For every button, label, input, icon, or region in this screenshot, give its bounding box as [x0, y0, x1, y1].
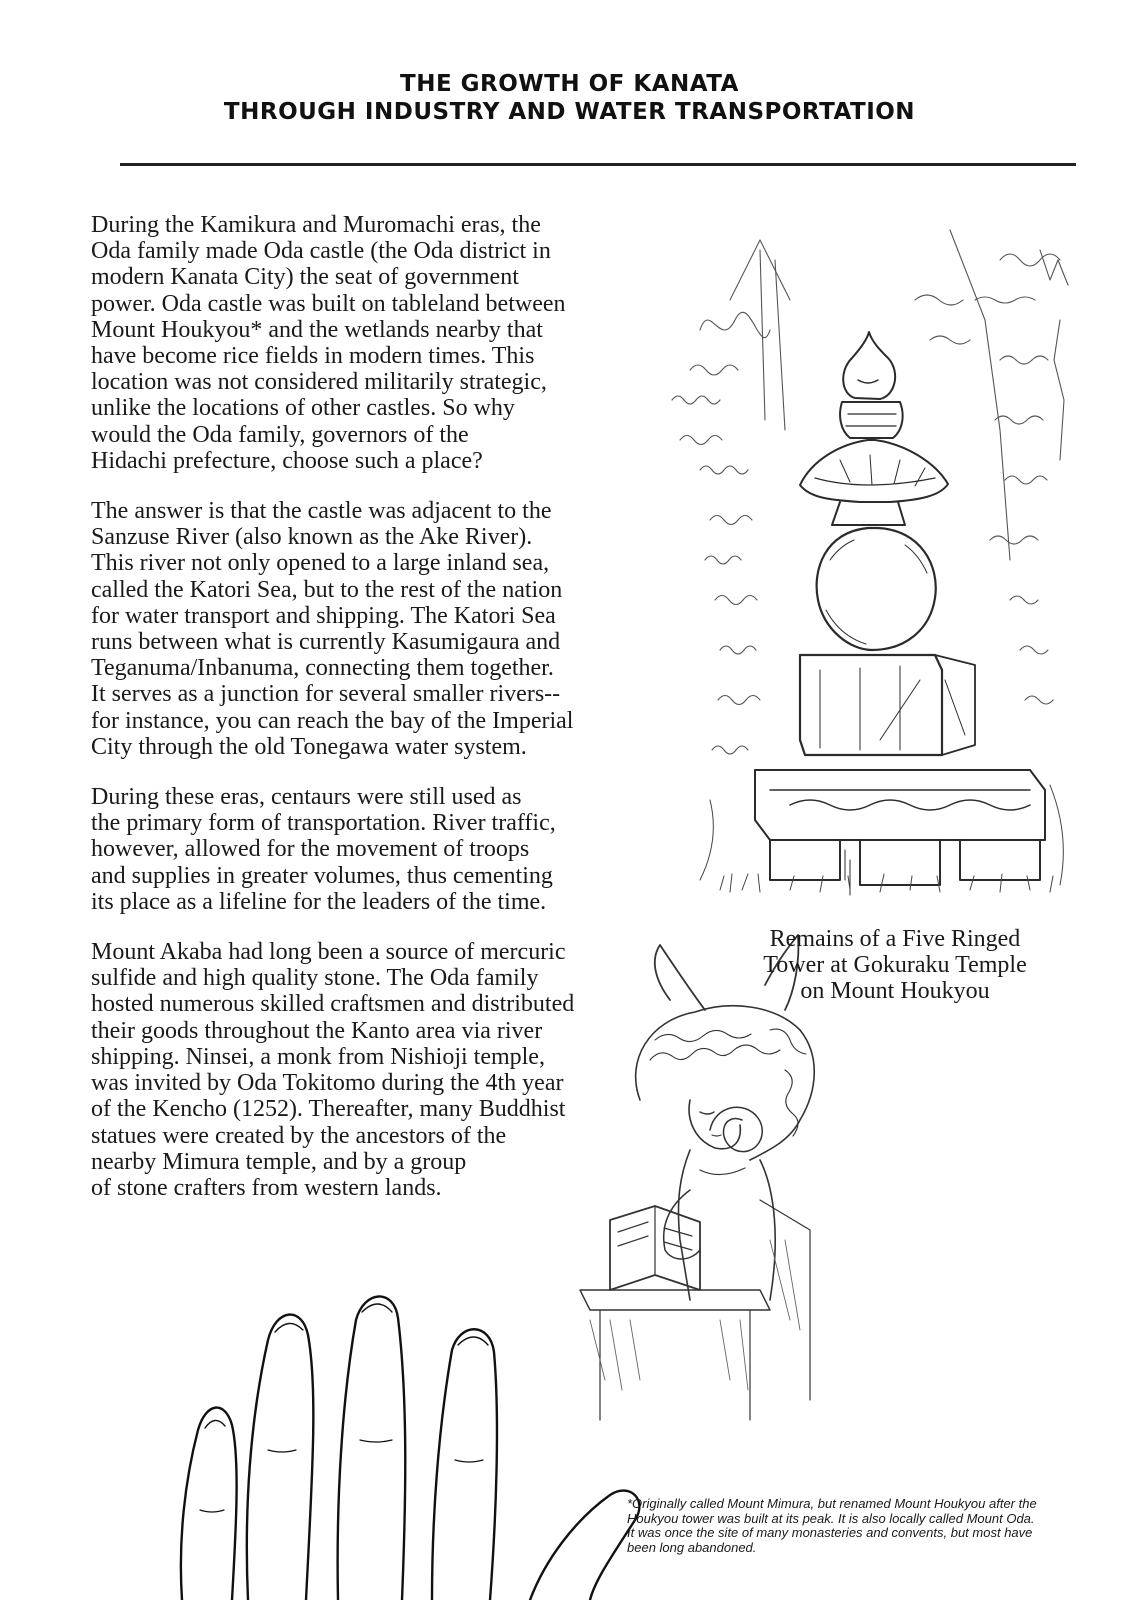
illustration-caption: Remains of a Five Ringed Tower at Gokuraku Temple on Mount Houkyou	[763, 926, 1027, 1004]
hand-outline-sketch	[181, 1296, 640, 1600]
paragraph-3: During these eras, centaurs were still used as the primary form of transportation. River traffic, however, allowed for the movement of troops and supplies in greater volumes, thus cementing its place as a lifeline for the leaders of the time.	[91, 784, 556, 915]
paragraph-4: Mount Akaba had long been a source of mercuric sulfide and high quality stone. The Oda family hosted numerous skilled craftsmen and distributed their goods throughout the Kanto area via river shipping. Ninsei, a monk from Nishioji temple, was invited by Oda Tokitomo during the 4th year of the Kencho (1252). Thereafter, many Buddhist statues were created by the ancestors of the nearby Mimura temple, and by a group of stone crafters from western lands.	[91, 939, 575, 1201]
title-line-1: THE GROWTH OF KANATA	[400, 71, 739, 97]
article-body	[91, 212, 651, 1225]
paragraph-1: During the Kamikura and Muromachi eras, the Oda family made Oda castle (the Oda district in modern Kanata City) the seat of government power. Oda castle was built on tableland between Mount Houkyou* and the wetlands nearby that have become rice fields in modern times. This location was not considered militarily strategic, unlike the locations of other castles. So why would the Oda family, governors of the Hidachi prefecture, choose such a place?	[91, 212, 566, 474]
page-title	[0, 70, 1139, 126]
title-divider	[120, 163, 1076, 166]
footnote: *Originally called Mount Mimura, but renamed Mount Houkyou after the Houkyou tower was built at its peak. It is also locally called Mount Oda. It was once the site of many monasteries and convents, but most have been long abandoned.	[627, 1496, 1037, 1555]
five-ringed-tower-sketch	[672, 230, 1068, 895]
title-line-2: THROUGH INDUSTRY AND WATER TRANSPORTATION	[223, 99, 916, 125]
paragraph-2: The answer is that the castle was adjacent to the Sanzuse River (also known as the Ake River). This river not only opened to a large inland sea, called the Katori Sea, but to the rest of the nation for water transport and shipping. The Katori Sea runs between what is currently Kasumigaura and Teganuma/Inbanuma, connecting them together. It serves as a junction for several smaller rivers-- for instance, you can reach the bay of the Imperial City through the old Tonegawa water system.	[91, 498, 574, 760]
